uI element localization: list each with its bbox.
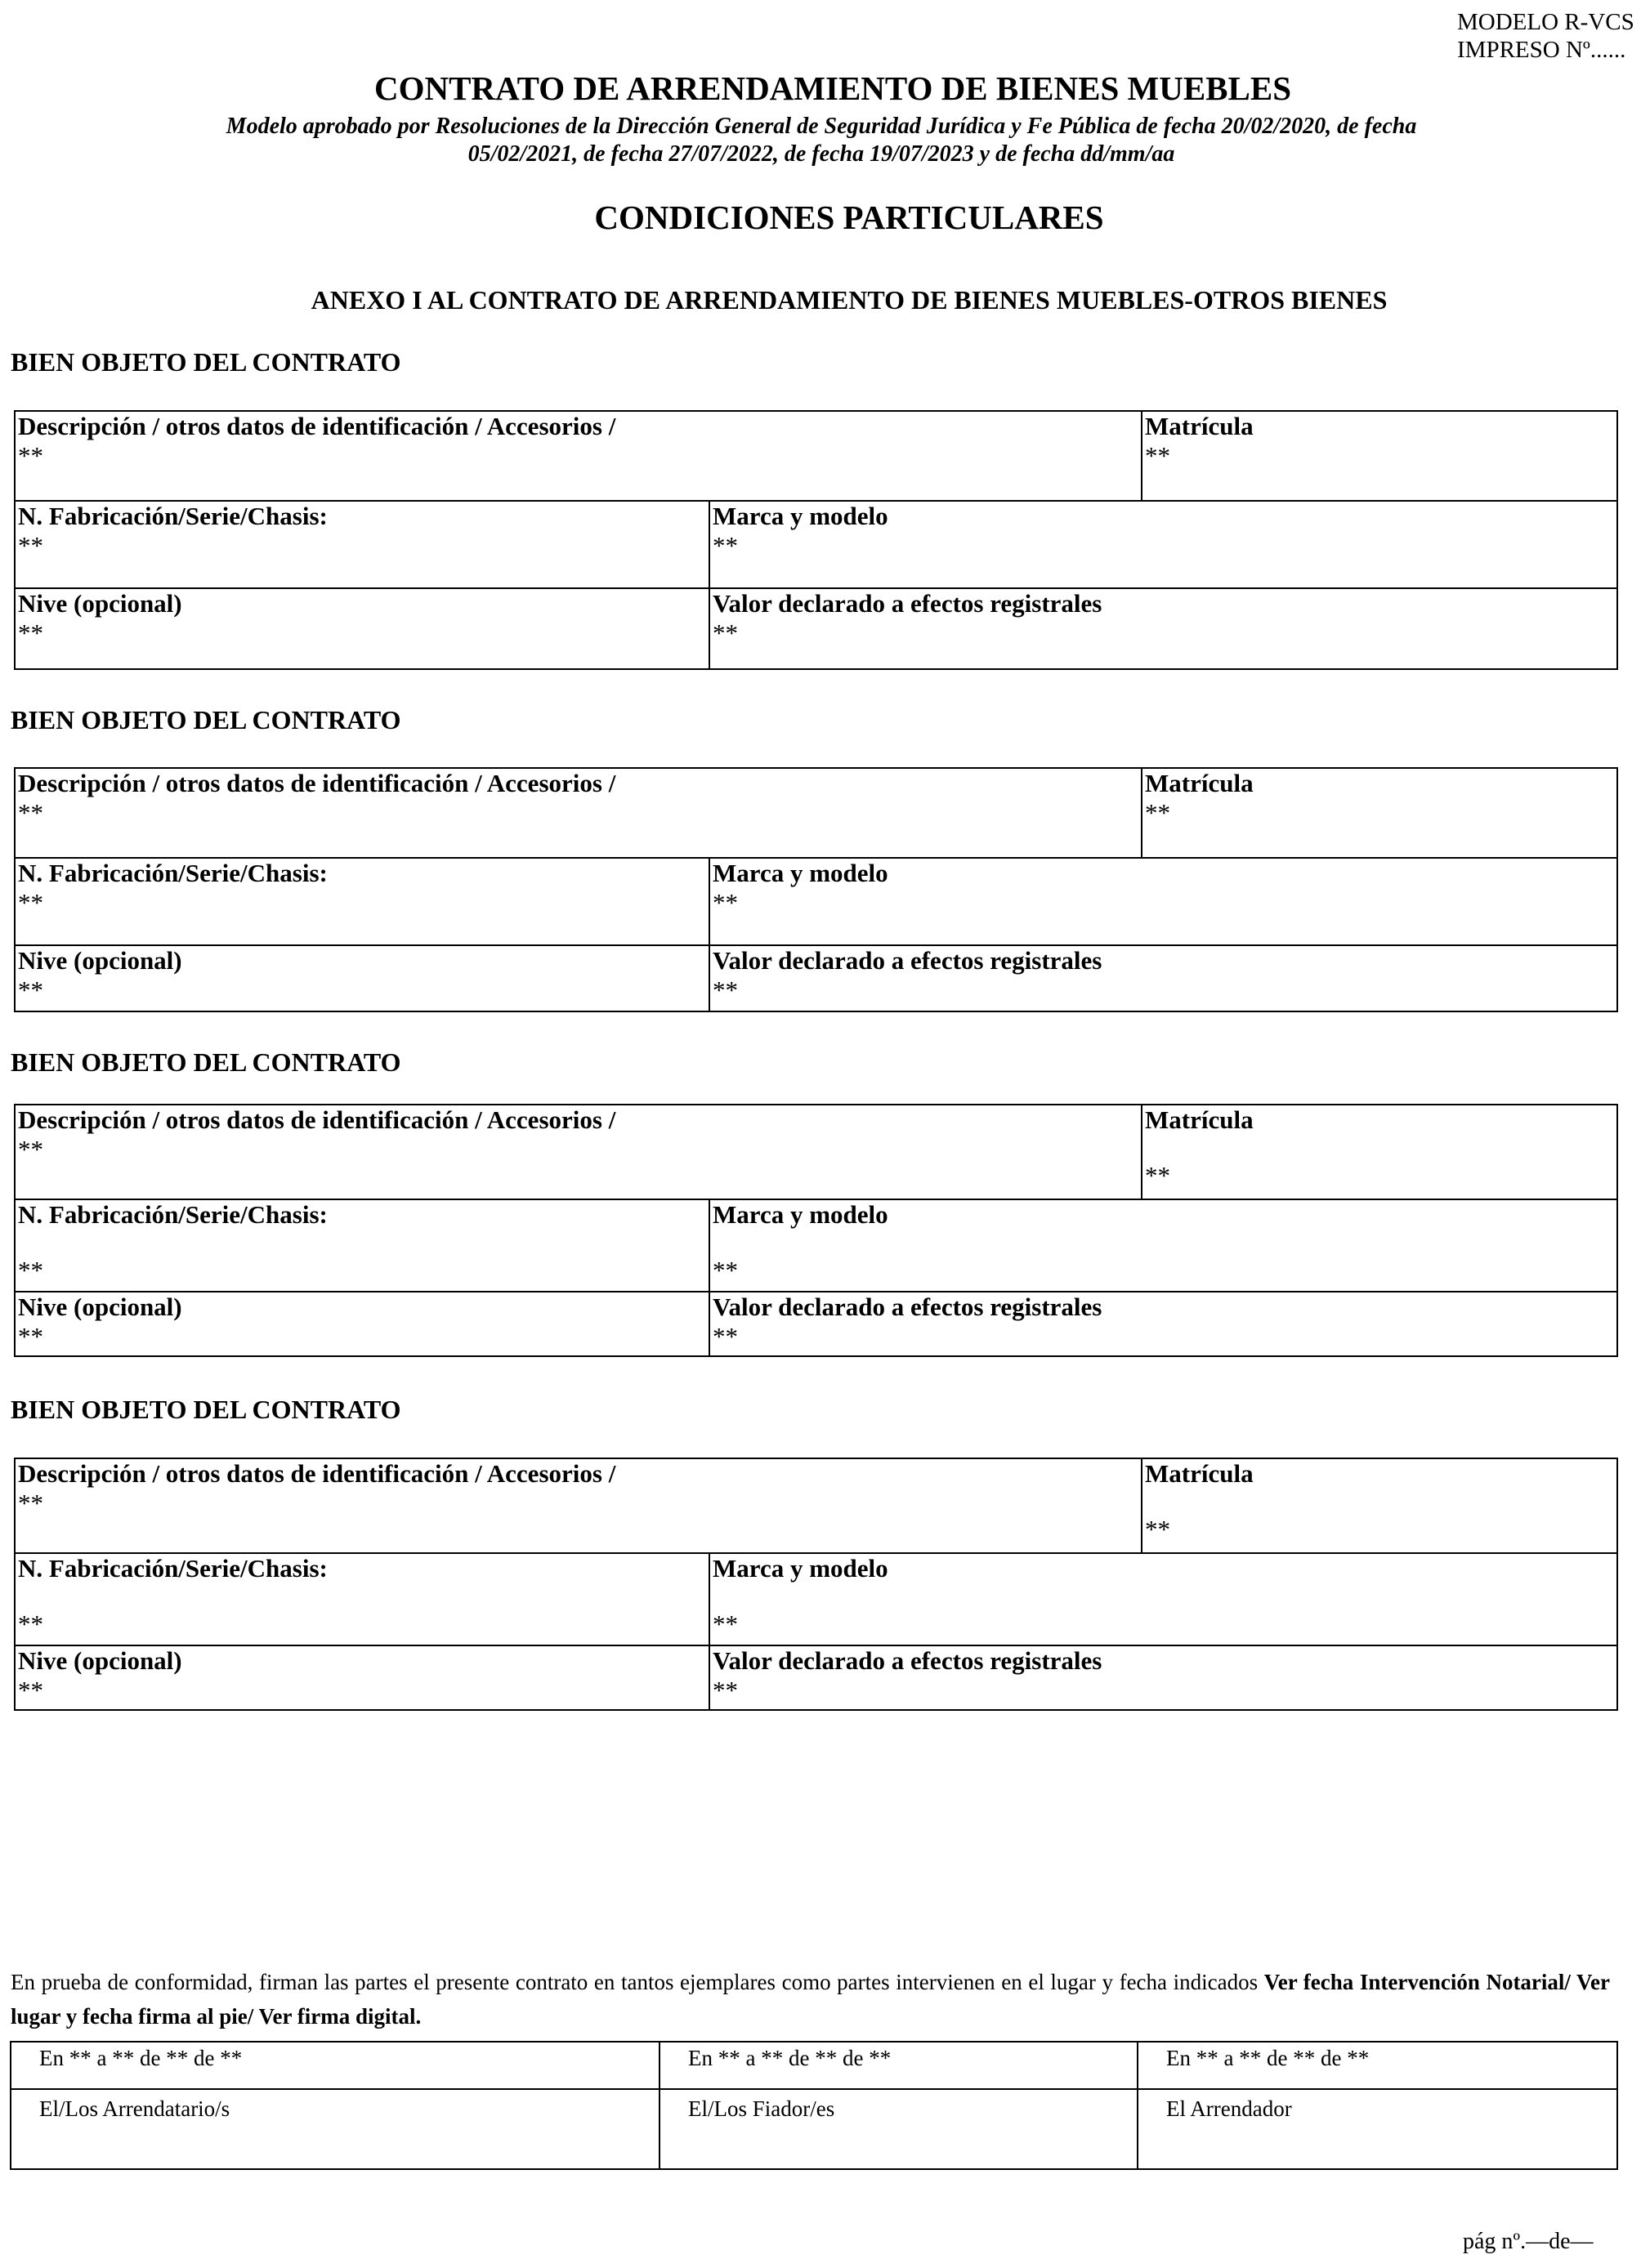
arrendador-signature-cell[interactable]: El Arrendador: [1138, 2089, 1617, 2169]
nive-cell[interactable]: [15, 1292, 709, 1356]
descripcion-label: Descripción / otros datos de identificación / Accesorios /: [18, 1105, 616, 1134]
nive-label: Nive (opcional): [18, 1646, 182, 1675]
marca-cell[interactable]: [709, 1553, 1617, 1645]
matricula-label: Matrícula: [1145, 412, 1254, 440]
bien-heading: BIEN OBJETO DEL CONTRATO: [11, 347, 401, 377]
conformidad-bold-text: Ver fecha Intervención Notarial/ Ver lugar y fecha firma al pie/ Ver firma digital.: [11, 1970, 1611, 2029]
document-subtitle: [147, 113, 1496, 168]
valor-value: **: [713, 1322, 738, 1351]
bien-heading: BIEN OBJETO DEL CONTRATO: [11, 1395, 401, 1424]
fabricacion-label: N. Fabricación/Serie/Chasis:: [18, 1200, 328, 1229]
annex-title: ANEXO I AL CONTRATO DE ARRENDAMIENTO DE BIENES MUEBLES-OTROS BIENES: [311, 285, 1388, 315]
bien-table: [14, 767, 1618, 1012]
matricula-cell[interactable]: [1142, 768, 1617, 858]
valor-cell[interactable]: [709, 1292, 1617, 1356]
nive-value: **: [18, 1322, 43, 1351]
bien-table: [14, 1458, 1618, 1711]
signatures-table: [10, 2041, 1618, 2170]
marca-label: Marca y modelo: [713, 859, 888, 887]
matricula-label: Matrícula: [1145, 1105, 1254, 1134]
document-model-info: [1457, 8, 1634, 64]
descripcion-value: **: [18, 441, 43, 470]
fabricacion-cell[interactable]: [15, 1199, 709, 1292]
marca-value: **: [713, 1609, 738, 1638]
valor-label: Valor declarado a efectos registrales: [713, 589, 1102, 618]
bien-table: [14, 410, 1618, 670]
fabricacion-cell[interactable]: [15, 501, 709, 588]
valor-cell[interactable]: [709, 1645, 1617, 1710]
nive-label: Nive (opcional): [18, 946, 182, 975]
bien-table: [14, 1104, 1618, 1357]
marca-label: Marca y modelo: [713, 1200, 888, 1229]
nive-cell[interactable]: [15, 588, 709, 669]
nive-cell[interactable]: [15, 945, 709, 1011]
fiador-signature-cell[interactable]: El/Los Fiador/es: [660, 2089, 1138, 2169]
modelo-code: MODELO R-VCS: [1457, 9, 1634, 35]
marca-value: **: [713, 531, 738, 560]
valor-cell[interactable]: [709, 588, 1617, 669]
fabricacion-label: N. Fabricación/Serie/Chasis:: [18, 859, 328, 887]
marca-cell[interactable]: [709, 1199, 1617, 1292]
descripcion-value: **: [18, 1489, 43, 1517]
fabricacion-label: N. Fabricación/Serie/Chasis:: [18, 502, 328, 530]
descripcion-label: Descripción / otros datos de identificación / Accesorios /: [18, 412, 616, 440]
fabricacion-cell[interactable]: [15, 1553, 709, 1645]
marca-cell[interactable]: [709, 501, 1617, 588]
page-number: pág nº.—de—: [1463, 2229, 1594, 2254]
valor-cell[interactable]: [709, 945, 1617, 1011]
nive-label: Nive (opcional): [18, 1292, 182, 1321]
fabricacion-value: **: [18, 531, 43, 560]
matricula-label: Matrícula: [1145, 769, 1254, 797]
arrendatario-date-cell[interactable]: En ** a ** de ** de **: [11, 2042, 660, 2089]
valor-label: Valor declarado a efectos registrales: [713, 1292, 1102, 1321]
descripcion-cell[interactable]: [15, 768, 1142, 858]
matricula-cell[interactable]: [1142, 411, 1617, 501]
descripcion-cell[interactable]: [15, 1105, 1142, 1199]
document-title: CONTRATO DE ARRENDAMIENTO DE BIENES MUEBLES: [373, 69, 1292, 107]
descripcion-label: Descripción / otros datos de identificación / Accesorios /: [18, 769, 616, 797]
matricula-cell[interactable]: [1142, 1105, 1617, 1199]
bien-heading: BIEN OBJETO DEL CONTRATO: [11, 705, 401, 734]
arrendador-date-cell[interactable]: En ** a ** de ** de **: [1138, 2042, 1617, 2089]
nive-label: Nive (opcional): [18, 589, 182, 618]
fabricacion-cell[interactable]: [15, 858, 709, 945]
subtitle-line-1: Modelo aprobado por Resoluciones de la Dirección General de Seguridad Jurídica y Fe Pública de fecha 20/02/2020, de fecha: [226, 114, 1417, 139]
descripcion-cell[interactable]: [15, 411, 1142, 501]
impreso-number: IMPRESO Nº......: [1457, 37, 1626, 63]
matricula-value: **: [1145, 441, 1170, 470]
valor-label: Valor declarado a efectos registrales: [713, 946, 1102, 975]
matricula-value: **: [1145, 1161, 1170, 1190]
fabricacion-value: **: [18, 888, 43, 917]
matricula-value: **: [1145, 798, 1170, 827]
matricula-value: **: [1145, 1515, 1170, 1543]
marca-cell[interactable]: [709, 858, 1617, 945]
descripcion-value: **: [18, 798, 43, 827]
fiador-date-cell[interactable]: En ** a ** de ** de **: [660, 2042, 1138, 2089]
nive-value: **: [18, 1676, 43, 1704]
conformidad-paragraph: [11, 1965, 1610, 2034]
matricula-cell[interactable]: [1142, 1458, 1617, 1553]
descripcion-value: **: [18, 1135, 43, 1163]
fabricacion-label: N. Fabricación/Serie/Chasis:: [18, 1554, 328, 1583]
matricula-label: Matrícula: [1145, 1459, 1254, 1488]
fabricacion-value: **: [18, 1609, 43, 1638]
marca-label: Marca y modelo: [713, 1554, 888, 1583]
bien-heading: BIEN OBJETO DEL CONTRATO: [11, 1047, 401, 1077]
valor-label: Valor declarado a efectos registrales: [713, 1646, 1102, 1675]
nive-value: **: [18, 618, 43, 647]
fabricacion-value: **: [18, 1256, 43, 1284]
marca-value: **: [713, 888, 738, 917]
nive-cell[interactable]: [15, 1645, 709, 1710]
marca-label: Marca y modelo: [713, 502, 888, 530]
valor-value: **: [713, 618, 738, 647]
valor-value: **: [713, 976, 738, 1004]
conformidad-text: En prueba de conformidad, firman las partes el presente contrato en tantos ejemplares como partes intervienen en el lugar y fecha indicados: [11, 1970, 1259, 1994]
descripcion-cell[interactable]: [15, 1458, 1142, 1553]
subtitle-line-2: 05/02/2021, de fecha 27/07/2022, de fecha 19/07/2023 y de fecha dd/mm/aa: [467, 141, 1175, 167]
valor-value: **: [713, 1676, 738, 1704]
nive-value: **: [18, 976, 43, 1004]
arrendatario-signature-cell[interactable]: El/Los Arrendatario/s: [11, 2089, 660, 2169]
descripcion-label: Descripción / otros datos de identificación / Accesorios /: [18, 1459, 616, 1488]
marca-value: **: [713, 1256, 738, 1284]
conditions-title: CONDICIONES PARTICULARES: [594, 199, 1104, 236]
